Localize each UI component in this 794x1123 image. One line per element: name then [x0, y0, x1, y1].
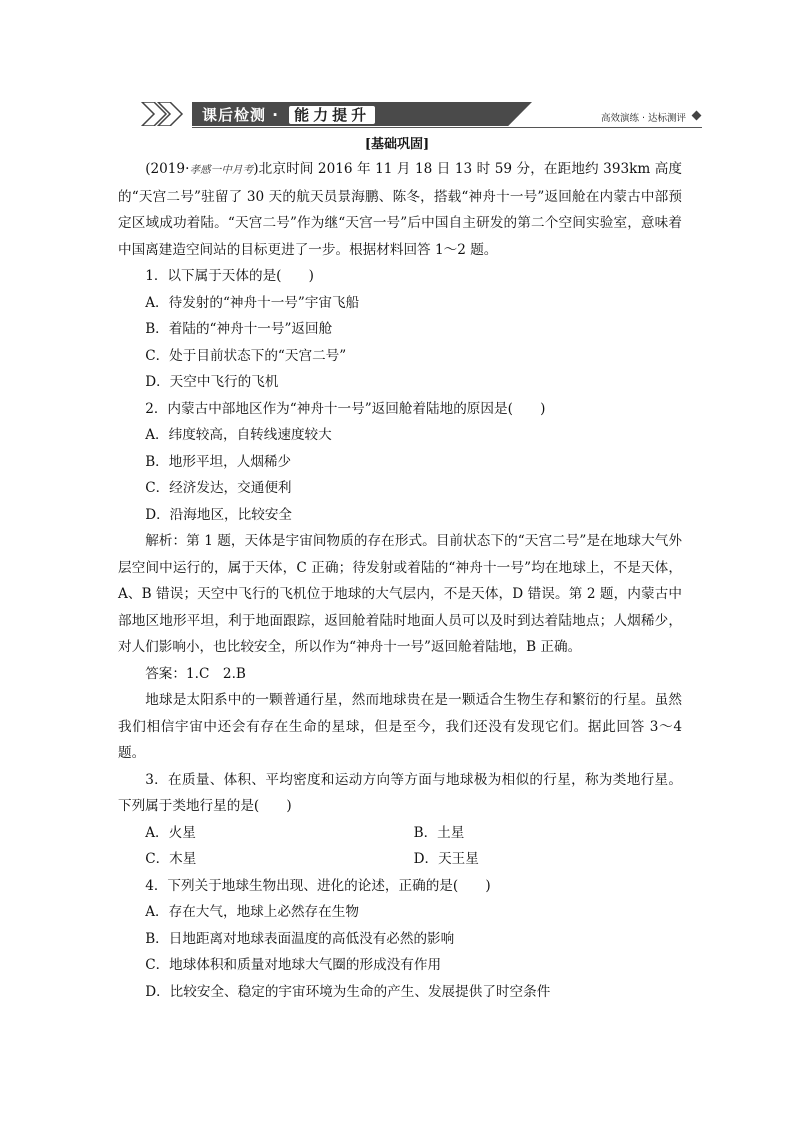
- question-1-option: D．天空中飞行的飞机: [145, 374, 279, 390]
- question-2-option: A．纬度较高，自转线速度较大: [145, 427, 332, 443]
- question-3-stem: 3．在质量、体积、平均密度和运动方向等方面与地球极为相似的行星，称为类地行星。下列属于类地行星的是( ): [118, 771, 682, 814]
- question-4-stem: 4．下列关于地球生物出现、进化的论述，正确的是( ): [145, 877, 491, 894]
- question-2-stem: 2．内蒙古中部地区作为“神舟十一号”返回舱着陆地的原因是( ): [145, 400, 546, 417]
- double-chevron-icon: [140, 102, 196, 126]
- question-4-option: A．存在大气，地球上必然存在生物: [145, 904, 359, 920]
- header-rule: [192, 127, 702, 128]
- intro-source-note: 孝感一中月考: [189, 164, 254, 176]
- page-header: [140, 100, 702, 130]
- intro-source: (2019·: [145, 161, 190, 177]
- faint-watermark: [580, 758, 770, 786]
- question-2-option: C．经济发达，交通便利: [145, 480, 292, 496]
- answer-line: 答案：1.C 2.B: [145, 665, 246, 682]
- question-3-option: D．天王星: [413, 851, 479, 867]
- question-2-option: B．地形平坦，人烟稀少: [145, 453, 292, 470]
- intro-text: )北京时间 2016 年 11 月 18 日 13 时 59 分，在距地约 393km 高度的“天宫二号”驻留了 30 天的航天员景海鹏、陈冬，搭载“神舟十一号”返回舱在内蒙古中部预定区域成功着陆。“天宫二号”作为继“天宫一号”后中国自主研发的第二个空间实验室，意味着中国离建造空间站的目标更进了一步。根据材料回答 1～2 题。: [118, 161, 682, 258]
- question-1-option: C．处于目前状态下的“天宫二号”: [145, 347, 347, 364]
- intro-paragraph: [118, 156, 682, 263]
- header-title-plain: 课后检测 ·: [202, 106, 286, 124]
- header-title-emph: 能力提升: [289, 106, 375, 124]
- header-tagline: 高效演练 · 达标测评: [600, 113, 686, 124]
- header-title: [202, 104, 375, 125]
- section-label: [基础巩固]: [364, 137, 430, 152]
- question-1-stem: 1．以下属于天体的是( ): [145, 268, 314, 284]
- question-4-option: D．比较安全、稳定的宇宙环境为生命的产生、发展提供了时空条件: [145, 983, 551, 1000]
- question-3-option: A．火星: [145, 824, 196, 841]
- question-3-options-row: [118, 820, 682, 847]
- question-4-option: B．日地距离对地球表面温度的高低没有必然的影响: [145, 930, 455, 947]
- diamond-icon: [692, 111, 702, 121]
- question-3-option: C．木星: [145, 851, 197, 867]
- question-4-option: C．地球体积和质量对地球大气圈的形成没有作用: [145, 957, 442, 973]
- intro2-paragraph: 地球是太阳系中的一颗普通行星，然而地球贵在是一颗适合生物生存和繁衍的行星。虽然我们相信宇宙中还会有存在生命的星球，但是至今，我们还没有发现它们。据此回答 3～4 题。: [118, 692, 682, 761]
- question-3-options-row: [118, 846, 682, 873]
- analysis-paragraph: 解析：第 1 题，天体是宇宙间物质的存在形式。目前状态下的“天宫二号”是在地球大气外层空间中运行的，属于天体，C 正确；待发射或着陆的“神舟十一号”均在地球上，不是天体，A、B 错误；天空中飞行的飞机位于地球的大气层内，不是天体，D 错误。第 2 题，内蒙古中部地区地形平坦，利于地面跟踪，返回舱着陆时地面人员可以及时到达着陆地点；人烟稀少，对人们影响小，也比较安全，所以作为“神舟十一号”返回舱着陆地，B 正确。: [118, 533, 682, 655]
- question-3-option: B．土星: [413, 824, 465, 841]
- question-1-option: A．待发射的“神舟十一号”宇宙飞船: [145, 294, 360, 311]
- question-2-option: D．沿海地区，比较安全: [145, 506, 293, 523]
- question-1-option: B．着陆的“神舟十一号”返回舱: [145, 321, 333, 337]
- document-body: [118, 156, 682, 1005]
